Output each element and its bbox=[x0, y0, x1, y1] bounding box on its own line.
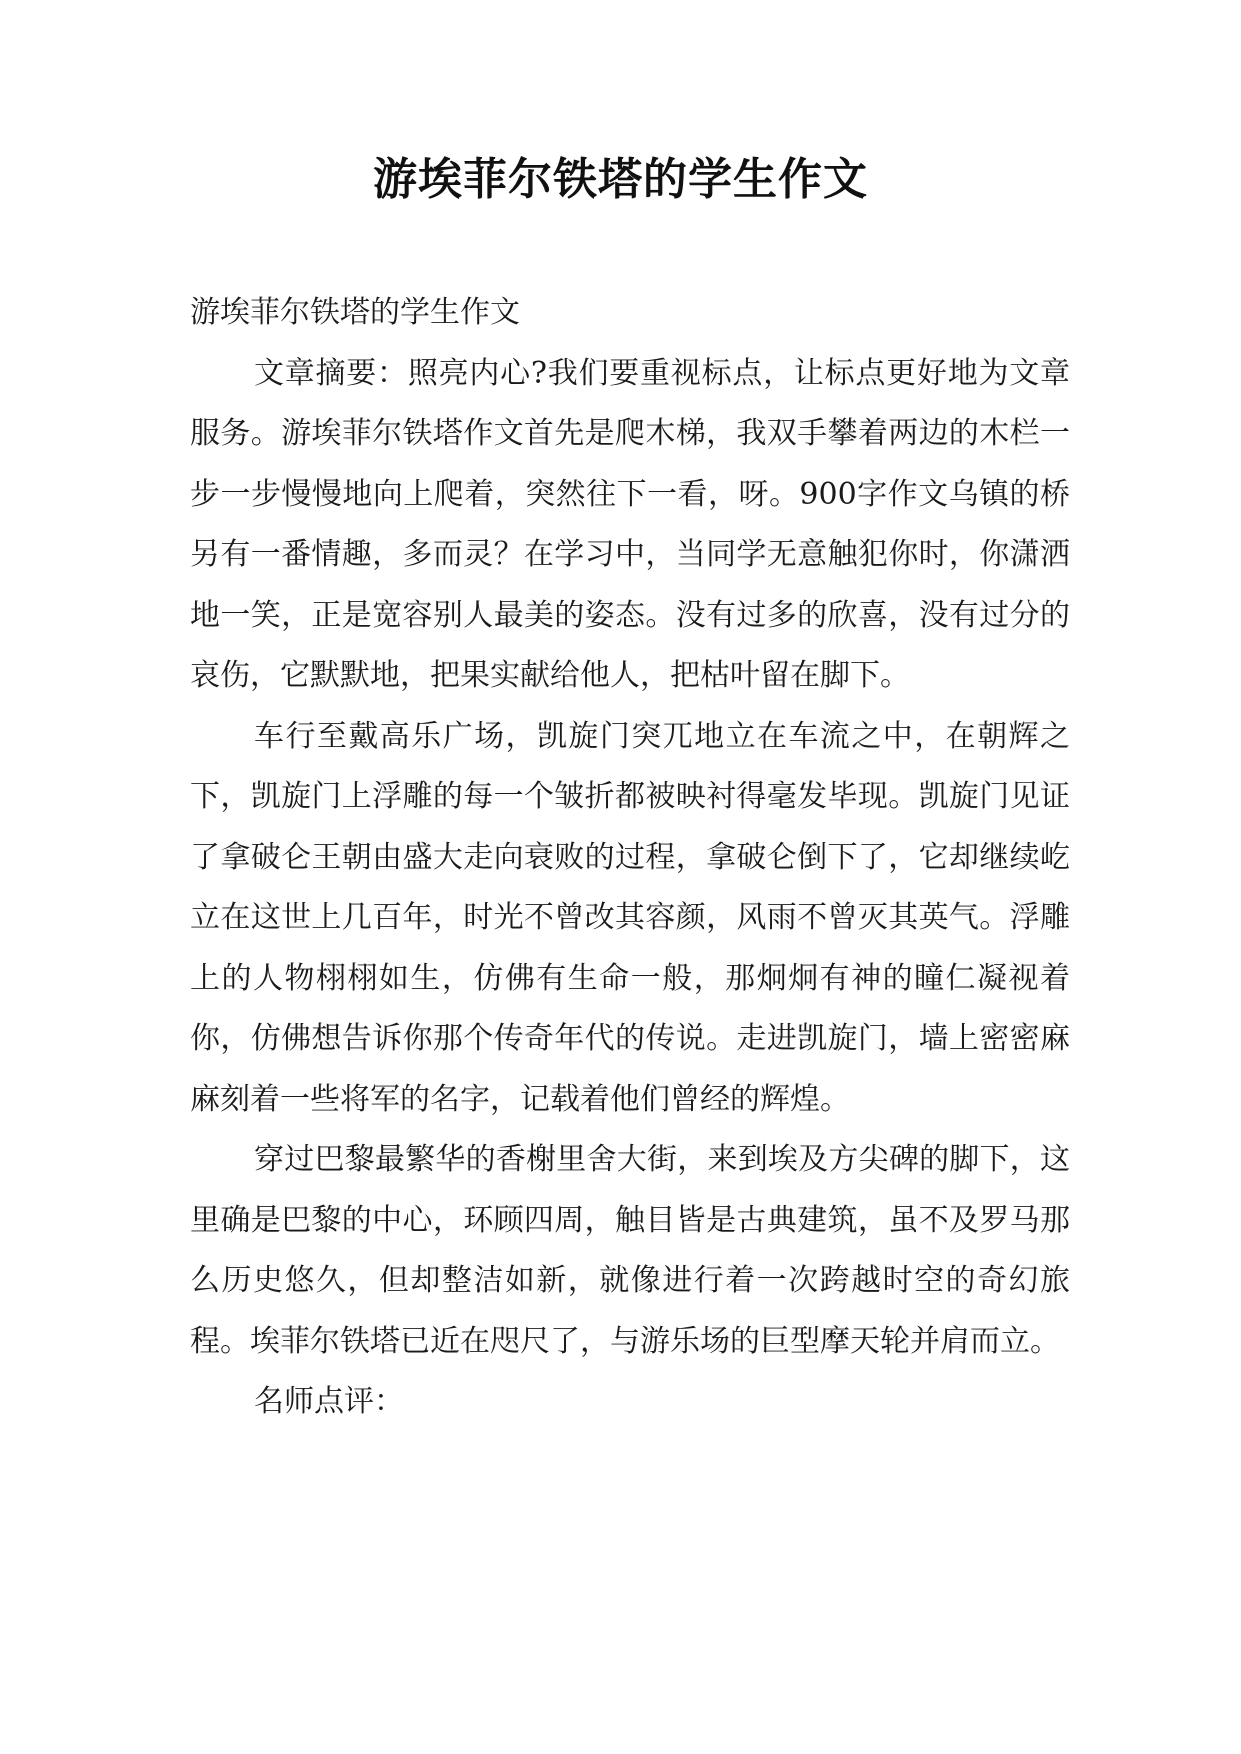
paragraph-champs-elysees: 穿过巴黎最繁华的香榭里舍大街，来到埃及方尖碑的脚下，这里确是巴黎的中心，环顾四周，触目皆是古典建筑，虽不及罗马那么历史悠久，但却整洁如新，就像进行着一次跨越时空的奇幻旅程。埃菲尔铁塔已近在咫尺了，与游乐场的巨型摩天轮并肩而立。 bbox=[190, 1142, 1070, 1359]
paragraph-abstract: 文章摘要：照亮内心?我们要重视标点，让标点更好地为文章服务。游埃菲尔铁塔作文首先是爬木梯，我双手攀着两边的木栏一步一步慢慢地向上爬着，突然往下一看，呀。900字作文乌镇的桥另有一番情趣，多而灵？在学习中，当同学无意触犯你时，你潇洒地一笑，正是宽容别人最美的姿态。没有过多的欣喜，没有过分的哀伤，它默默地，把果实献给他人，把枯叶留在脚下。 bbox=[190, 355, 1070, 693]
document-title: 游埃菲尔铁塔的学生作文 bbox=[373, 154, 868, 205]
document-body bbox=[190, 283, 1070, 1433]
paragraph-teacher-comment: 名师点评： bbox=[254, 1384, 404, 1419]
document-subtitle: 游埃菲尔铁塔的学生作文 bbox=[190, 295, 520, 330]
paragraph-arc-de-triomphe: 车行至戴高乐广场，凯旋门突兀地立在车流之中，在朝辉之下，凯旋门上浮雕的每一个皱折都被映衬得毫发毕现。凯旋门见证了拿破仑王朝由盛大走向衰败的过程，拿破仑倒下了，它却继续屹立在这世上几百年，时光不曾改其容颜，风雨不曾灭其英气。浮雕上的人物栩栩如生，仿佛有生命一般，那炯炯有神的瞳仁凝视着你，仿佛想告诉你那个传奇年代的传说。走进凯旋门，墙上密密麻麻刻着一些将军的名字，记载着他们曾经的辉煌。 bbox=[190, 718, 1070, 1117]
